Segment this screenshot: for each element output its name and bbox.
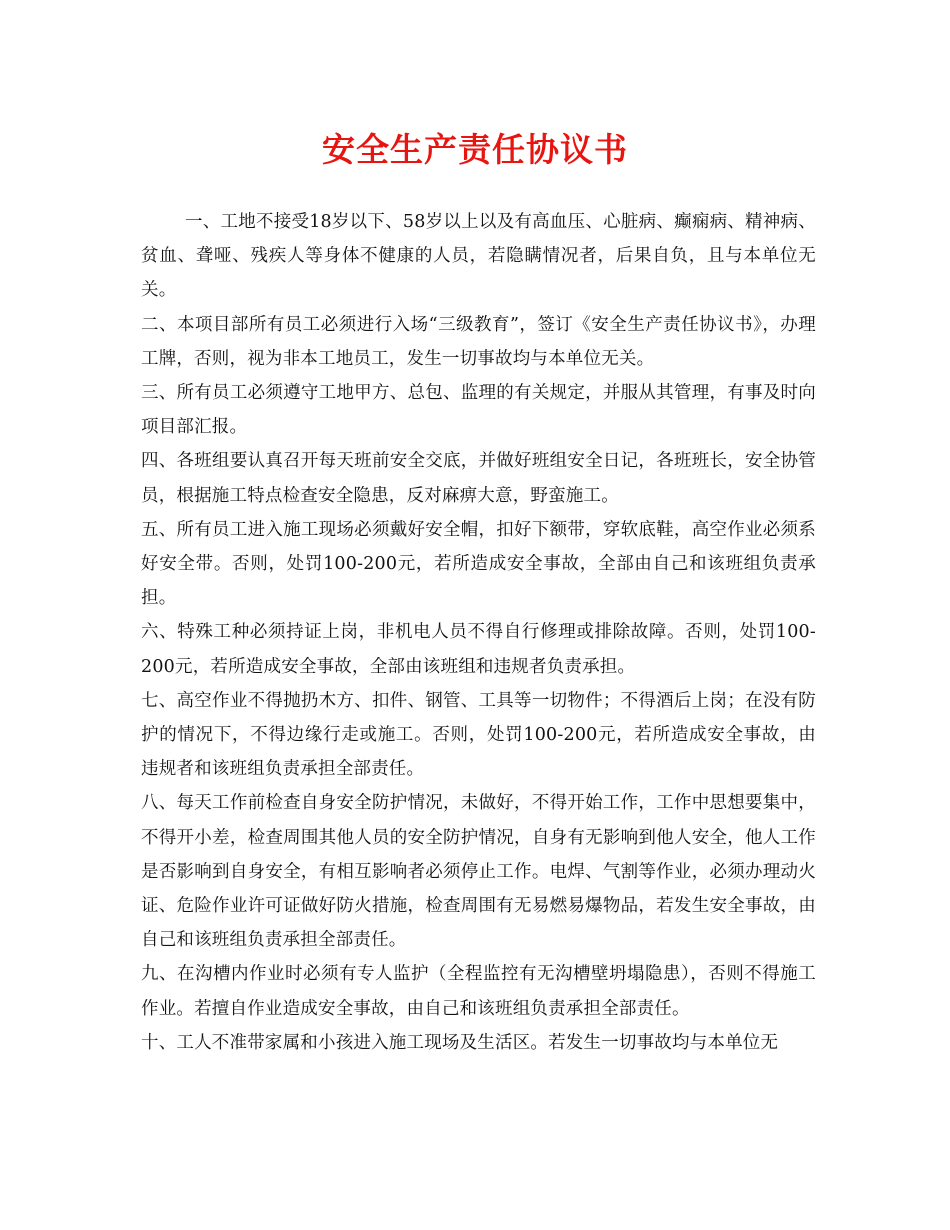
- clause-6: 六、特殊工种必须持证上岗，非机电人员不得自行修理或排除故障。否则，处罚100-200元，若所造成安全事故，全部由该班组和违规者负责承担。: [141, 622, 816, 677]
- document-body: [141, 205, 816, 1060]
- document-title: 安全生产责任协议书: [322, 130, 628, 169]
- clause-10: 十、工人不准带家属和小孩进入施工现场及生活区。若发生一切事故均与本单位无: [141, 1032, 779, 1053]
- clause-4: 四、各班组要认真召开每天班前安全交底，并做好班组安全日记，各班班长，安全协管员，根据施工特点检查安全隐患，反对麻痹大意，野蛮施工。: [141, 451, 816, 506]
- clause-5: 五、所有员工进入施工现场必须戴好安全帽，扣好下额带，穿软底鞋，高空作业必须系好安全带。否则，处罚100-200元，若所造成安全事故，全部由自己和该班组负责承担。: [141, 519, 816, 609]
- clause-9: 九、在沟槽内作业时必须有专人监护（全程监控有无沟槽壁坍塌隐患），否则不得施工作业。若擅自作业造成安全事故，由自己和该班组负责承担全部责任。: [141, 964, 816, 1019]
- clause-3: 三、所有员工必须遵守工地甲方、总包、监理的有关规定，并服从其管理，有事及时向项目部汇报。: [141, 383, 816, 438]
- clause-7: 七、高空作业不得抛扔木方、扣件、钢管、工具等一切物件；不得酒后上岗；在没有防护的情况下，不得边缘行走或施工。否则，处罚100-200元，若所造成安全事故，由违规者和该班组负责承担全部责任。: [141, 690, 816, 780]
- clause-8: 八、每天工作前检查自身安全防护情况，未做好，不得开始工作，工作中思想要集中，不得开小差，检查周围其他人员的安全防护情况，自身有无影响到他人安全，他人工作是否影响到自身安全，有相互影响者必须停止工作。电焊、气割等作业，必须办理动火证、危险作业许可证做好防火措施，检查周围有无易燃易爆物品，若发生安全事故，由自己和该班组负责承担全部责任。: [141, 793, 816, 951]
- clause-1: 一、工地不接受18岁以下、58岁以上以及有高血压、心脏病、癫痫病、精神病、贫血、聋哑、残疾人等身体不健康的人员，若隐瞒情况者，后果自负，且与本单位无关。: [141, 212, 816, 301]
- clause-2: 二、本项目部所有员工必须进行入场“三级教育”，签订《安全生产责任协议书》，办理工牌，否则，视为非本工地员工，发生一切事故均与本单位无关。: [141, 314, 816, 369]
